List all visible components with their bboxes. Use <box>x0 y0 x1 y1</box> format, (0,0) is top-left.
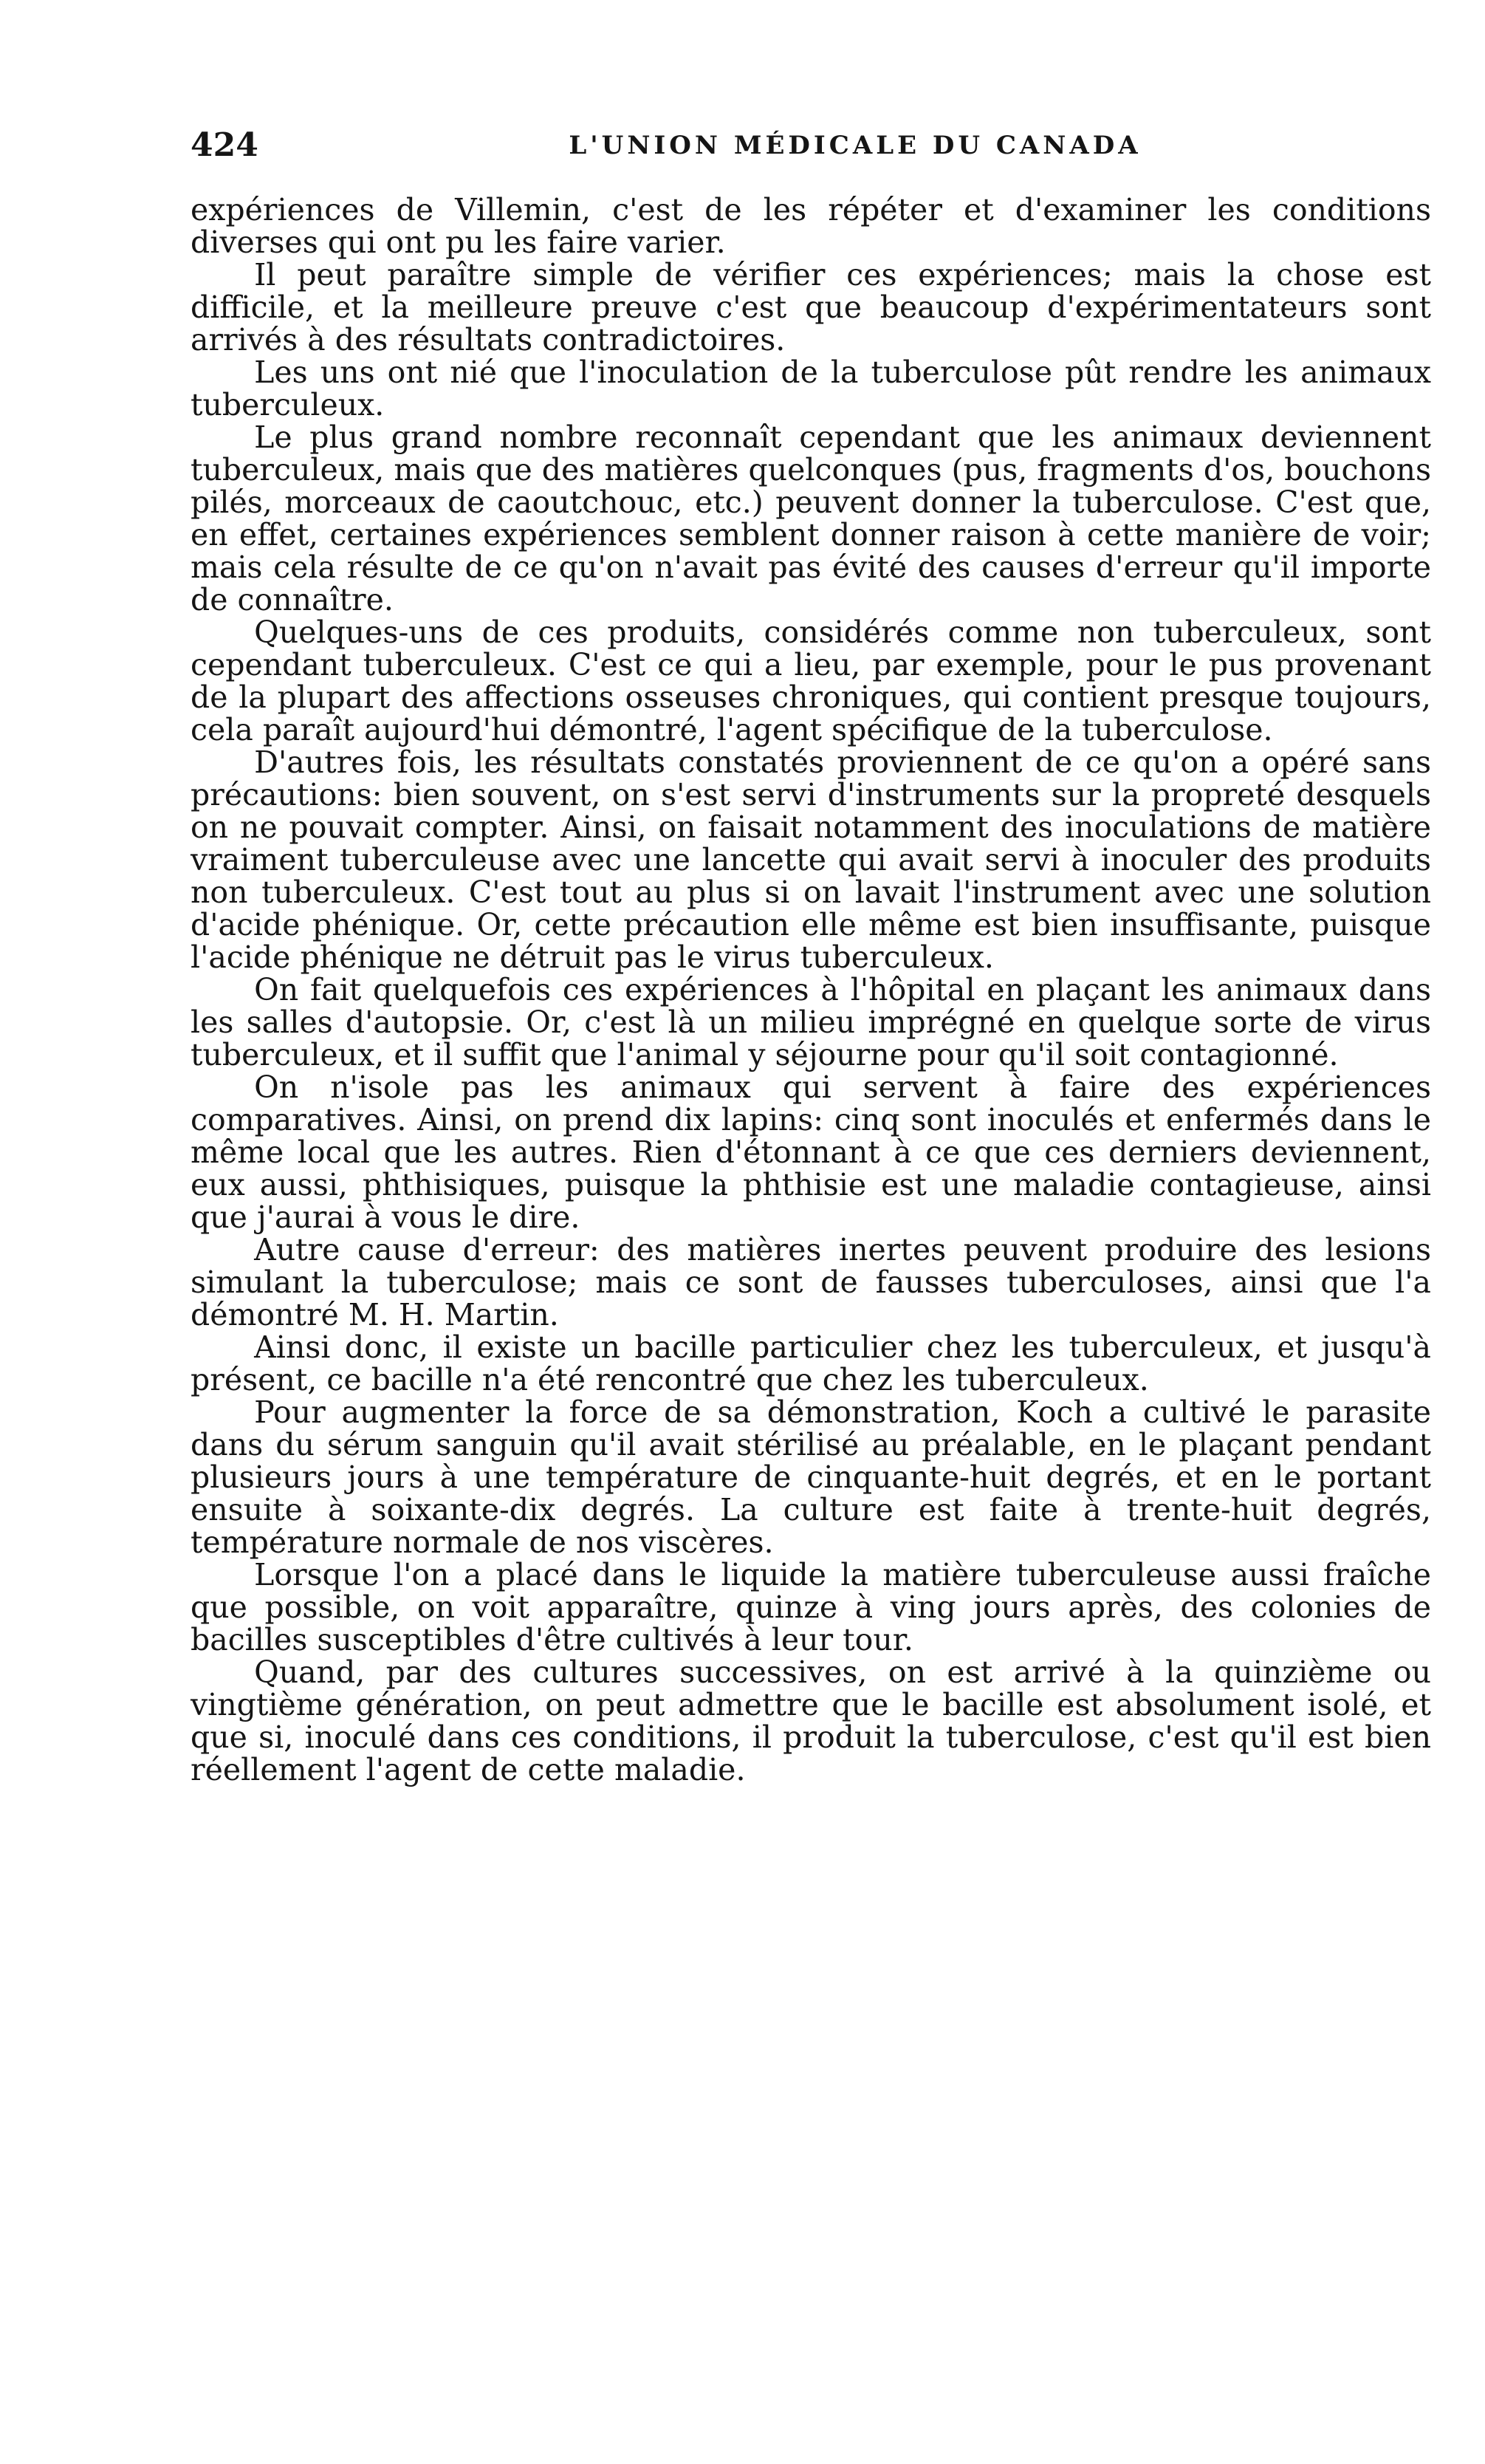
page-number: 424 <box>191 126 258 164</box>
paragraph: Les uns ont nié que l'inoculation de la tuberculose pût rendre les animaux tuberculeux. <box>191 355 1431 422</box>
page-header <box>191 122 1431 169</box>
paragraph: D'autres fois, les résultats constatés proviennent de ce qu'on a opéré sans précautions: bien souvent, on s'est servi d'instruments sur la propreté desquels on ne pouvait compter. Ainsi, on faisait notamment des inoculations de matière vraiment tuberculeuse avec une lancette qui avait servi à inoculer des produits non tuberculeux. C'est tout au plus si on lavait l'instrument avec une solution d'acide phénique. Or, cette précaution elle même est bien insuffisante, puisque l'acide phénique ne détruit pas le virus tuberculeux. <box>191 745 1431 975</box>
paragraph: Ainsi donc, il existe un bacille particulier chez les tuberculeux, et jusqu'à présent, ce bacille n'a été rencontré que chez les tuberculeux. <box>191 1329 1431 1397</box>
paragraph-continued: expériences de Villemin, c'est de les répéter et d'examiner les conditions diverses qui ont pu les faire varier. <box>191 192 1431 260</box>
paragraph: Le plus grand nombre reconnaît cependant que les animaux deviennent tuberculeux, mais que des matières quelconques (pus, fragments d'os, bouchons pilés, morceaux de caoutchouc, etc.) peuvent donner la tuberculose. C'est que, en effet, certaines expériences semblent donner raison à cette manière de voir; mais cela résulte de ce qu'on n'avait pas évité des causes d'erreur qu'il importe de connaître. <box>191 420 1431 617</box>
paragraph: On n'isole pas les animaux qui servent à faire des expériences comparatives. Ainsi, on prend dix lapins: cinq sont inoculés et enfermés dans le même local que les autres. Rien d'étonnant à ce que ces derniers deviennent, eux aussi, phthisiques, puisque la phthisie est une maladie contagieuse, ainsi que j'aurai à vous le dire. <box>191 1070 1431 1235</box>
paragraph: Autre cause d'erreur: des matières inertes peuvent produire des lesions simulant la tuberculose; mais ce sont de fausses tuberculoses, ainsi que l'a démontré M. H. Martin. <box>191 1232 1431 1332</box>
paragraph: Il peut paraître simple de vérifier ces expériences; mais la chose est difficile, et la meilleure preuve c'est que beaucoup d'expérimentateurs sont arrivés à des résultats contradictoires. <box>191 257 1431 357</box>
paragraph: Quelques-uns de ces produits, considérés comme non tuberculeux, sont cependant tuberculeux. C'est ce qui a lieu, par exemple, pour le pus provenant de la plupart des affections osseuses chroniques, qui contient presque toujours, cela paraît aujourd'hui démontré, l'agent spécifique de la tuberculose. <box>191 615 1431 747</box>
paragraph: Lorsque l'on a placé dans le liquide la matière tuberculeuse aussi fraîche que possible, on voit apparaître, quinze à ving jours après, des colonies de bacilles susceptibles d'être cultivés à leur tour. <box>191 1557 1431 1657</box>
paragraph: Pour augmenter la force de sa démonstration, Koch a cultivé le parasite dans du sérum sanguin qu'il avait stérilisé au préalable, en le plaçant pendant plusieurs jours à une température de cinquante-huit degrés, et en le portant ensuite à soixante-dix degrés. La culture est faite à trente-huit degrés, température normale de nos viscères. <box>191 1394 1431 1560</box>
paragraph: On fait quelquefois ces expériences à l'hôpital en plaçant les animaux dans les salles d'autopsie. Or, c'est là un milieu imprégné en quelque sorte de virus tuberculeux, et il suffit que l'animal y séjourne pour qu'il soit contagionné. <box>191 972 1431 1072</box>
paragraph: Quand, par des cultures successives, on est arrivé à la quinzième ou vingtième génération, on peut admettre que le bacille est absolument isolé, et que si, inoculé dans ces conditions, il produit la tuberculose, c'est qu'il est bien réellement l'agent de cette maladie. <box>191 1654 1431 1787</box>
running-title: L'UNION MÉDICALE DU CANADA <box>569 131 1142 160</box>
body-text <box>191 194 1431 1786</box>
